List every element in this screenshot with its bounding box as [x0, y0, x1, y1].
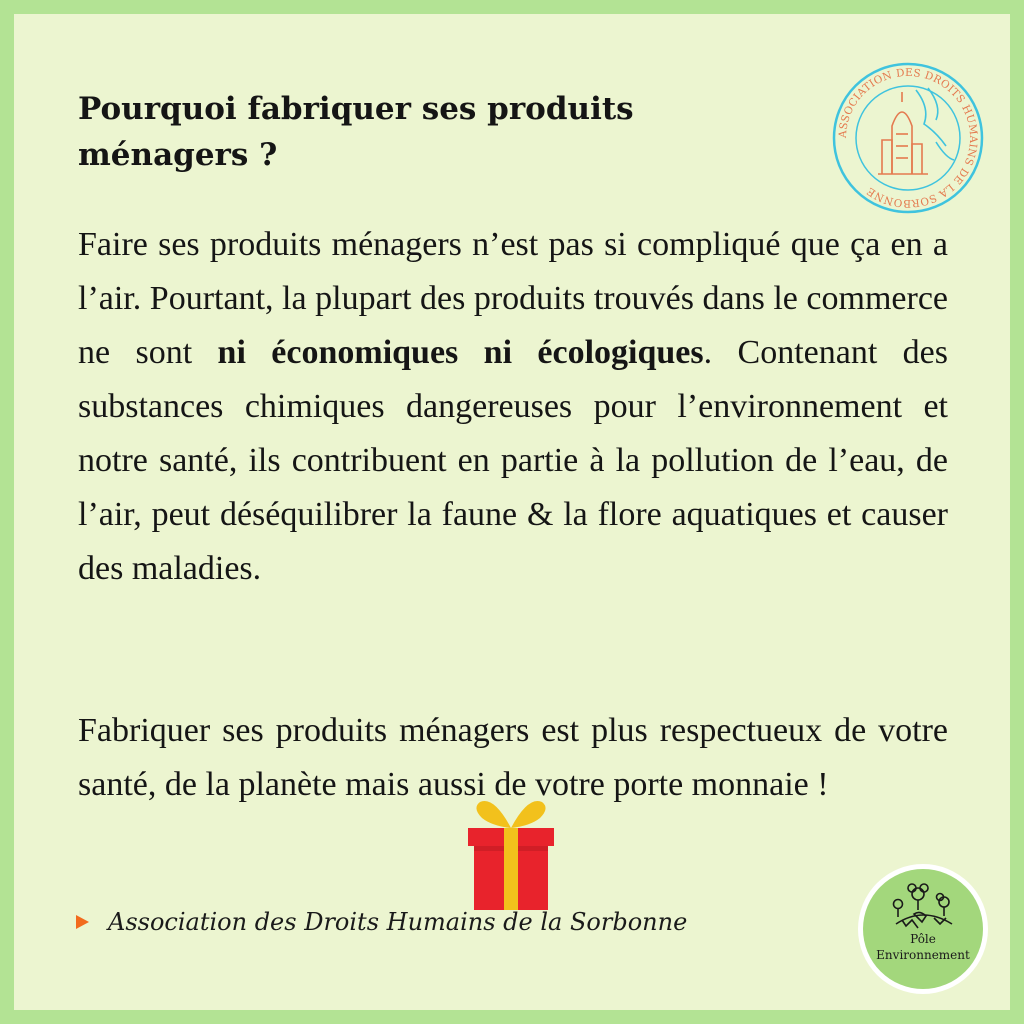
page-title: Pourquoi fabriquer ses produits ménagers ? — [78, 91, 634, 173]
footer — [74, 902, 687, 942]
triangle-bullet-icon — [74, 914, 90, 930]
intro-text-part1: Faire ses produits ménagers n’est pas si compliqué que ça en a l’air. Pourtant, la plupart des produits trouvés dans le commerce ne sont — [78, 226, 948, 371]
intro-paragraph — [78, 218, 948, 596]
footer-association-name: Association des Droits Humains de la Sorbonne — [108, 908, 688, 936]
badge-line2: Environnement — [876, 948, 970, 962]
badge-line1: Pôle — [910, 932, 936, 946]
intro-text-part2: . Contenant des substances chimiques dangereuses pour l’environnement et notre santé, ils contribuent en partie à la pollution de l’eau, de l’air, peut déséquilibrer la faune & la flore aquatiques et causer des maladies. — [78, 334, 948, 587]
logo-ring-text: ASSOCIATION DES DROITS HUMAINS DE LA SORBONNE — [836, 66, 980, 210]
association-logo — [832, 62, 984, 214]
gift-icon — [466, 790, 556, 912]
svg-text:ASSOCIATION DES DROITS HUMAINS — [837, 67, 979, 209]
conclusion-paragraph: Fabriquer ses produits ménagers est plus respectueux de votre santé, de la planète mais aussi de votre porte monnaie ! — [78, 712, 948, 803]
content-card — [14, 14, 1010, 1010]
pole-environnement-badge — [856, 862, 990, 996]
intro-text-bold: ni économiques ni écologiques — [217, 334, 704, 371]
